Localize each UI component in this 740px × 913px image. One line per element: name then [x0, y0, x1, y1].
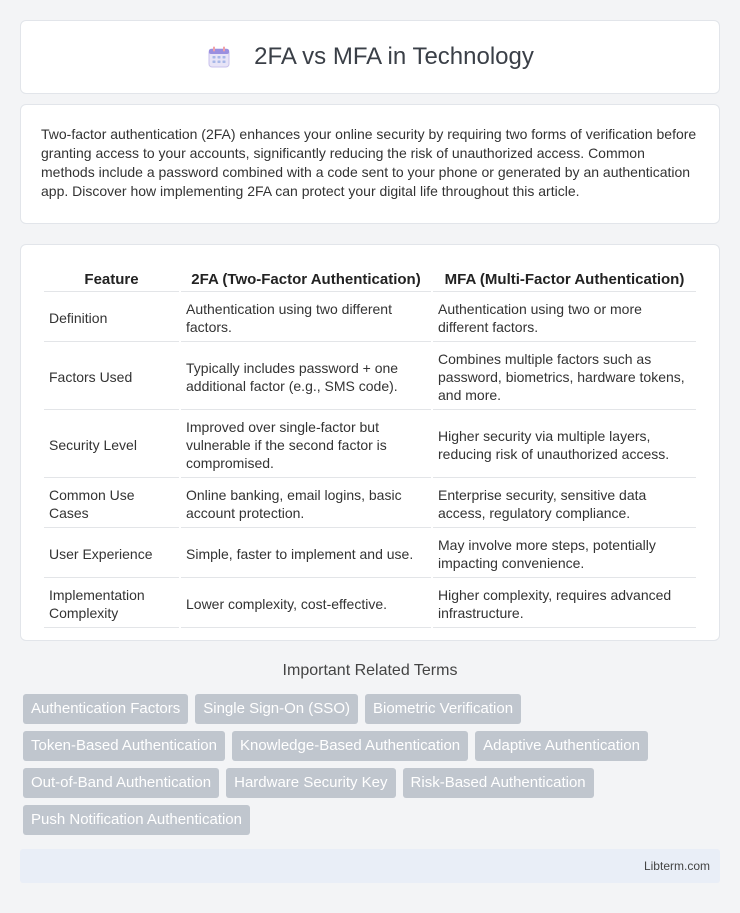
calendar-icon	[206, 44, 232, 70]
related-term-tag[interactable]: Biometric Verification	[365, 694, 521, 724]
related-terms-list	[23, 694, 723, 835]
related-terms-title: Important Related Terms	[282, 662, 458, 679]
table-row	[44, 530, 696, 578]
header-feature: Feature	[44, 267, 179, 292]
cell-feature: Common Use Cases	[44, 480, 179, 528]
cell-2fa: Typically includes password + one additional factor (e.g., SMS code).	[181, 344, 431, 410]
footer-site-link[interactable]: Libterm.com	[643, 859, 710, 873]
cell-mfa: Higher security via multiple layers, reducing risk of unauthorized access.	[433, 412, 696, 478]
related-term-tag[interactable]: Out-of-Band Authentication	[23, 768, 219, 798]
table-row	[44, 294, 696, 342]
cell-2fa: Online banking, email logins, basic account protection.	[181, 480, 431, 528]
cell-2fa: Improved over single-factor but vulnerable if the second factor is compromised.	[181, 412, 431, 478]
cell-mfa: Higher complexity, requires advanced infrastructure.	[433, 580, 696, 628]
cell-feature: Definition	[44, 294, 179, 342]
related-term-tag[interactable]: Push Notification Authentication	[23, 805, 250, 835]
related-term-tag[interactable]: Hardware Security Key	[226, 768, 395, 798]
table-row	[44, 580, 696, 628]
cell-mfa: Combines multiple factors such as password, biometrics, hardware tokens, and more.	[433, 344, 696, 410]
title-wrap	[206, 43, 534, 71]
comparison-table-card	[20, 244, 720, 641]
page-title: 2FA vs MFA in Technology	[254, 43, 534, 70]
comparison-table	[42, 265, 698, 630]
cell-mfa: Authentication using two or more different factors.	[433, 294, 696, 342]
table-row	[44, 344, 696, 410]
header-mfa: MFA (Multi-Factor Authentication)	[433, 267, 696, 292]
cell-mfa: May involve more steps, potentially impacting convenience.	[433, 530, 696, 578]
cell-mfa: Enterprise security, sensitive data access, regulatory compliance.	[433, 480, 696, 528]
related-term-tag[interactable]: Adaptive Authentication	[475, 731, 648, 761]
related-term-tag[interactable]: Single Sign-On (SSO)	[195, 694, 358, 724]
related-term-tag[interactable]: Risk-Based Authentication	[403, 768, 594, 798]
header-card	[20, 20, 720, 94]
cell-feature: Factors Used	[44, 344, 179, 410]
related-term-tag[interactable]: Authentication Factors	[23, 694, 188, 724]
table-row	[44, 480, 696, 528]
footer	[20, 849, 720, 883]
cell-feature: User Experience	[44, 530, 179, 578]
cell-2fa: Authentication using two different factors.	[181, 294, 431, 342]
table-header-row	[44, 267, 696, 292]
intro-text: Two-factor authentication (2FA) enhances your online security by requiring two forms of verification before granting access to your accounts, significantly reducing the risk of unauthorized access. Common methods include a password combined with a code sent to your phone or generated by an authentication app. Discover how implementing 2FA can protect your digital life throughout this article.	[41, 126, 697, 199]
related-term-tag[interactable]: Token-Based Authentication	[23, 731, 225, 761]
cell-feature: Implementation Complexity	[44, 580, 179, 628]
header-2fa: 2FA (Two-Factor Authentication)	[181, 267, 431, 292]
cell-feature: Security Level	[44, 412, 179, 478]
intro-card	[20, 104, 720, 224]
related-term-tag[interactable]: Knowledge-Based Authentication	[232, 731, 468, 761]
cell-2fa: Simple, faster to implement and use.	[181, 530, 431, 578]
table-row	[44, 412, 696, 478]
cell-2fa: Lower complexity, cost-effective.	[181, 580, 431, 628]
